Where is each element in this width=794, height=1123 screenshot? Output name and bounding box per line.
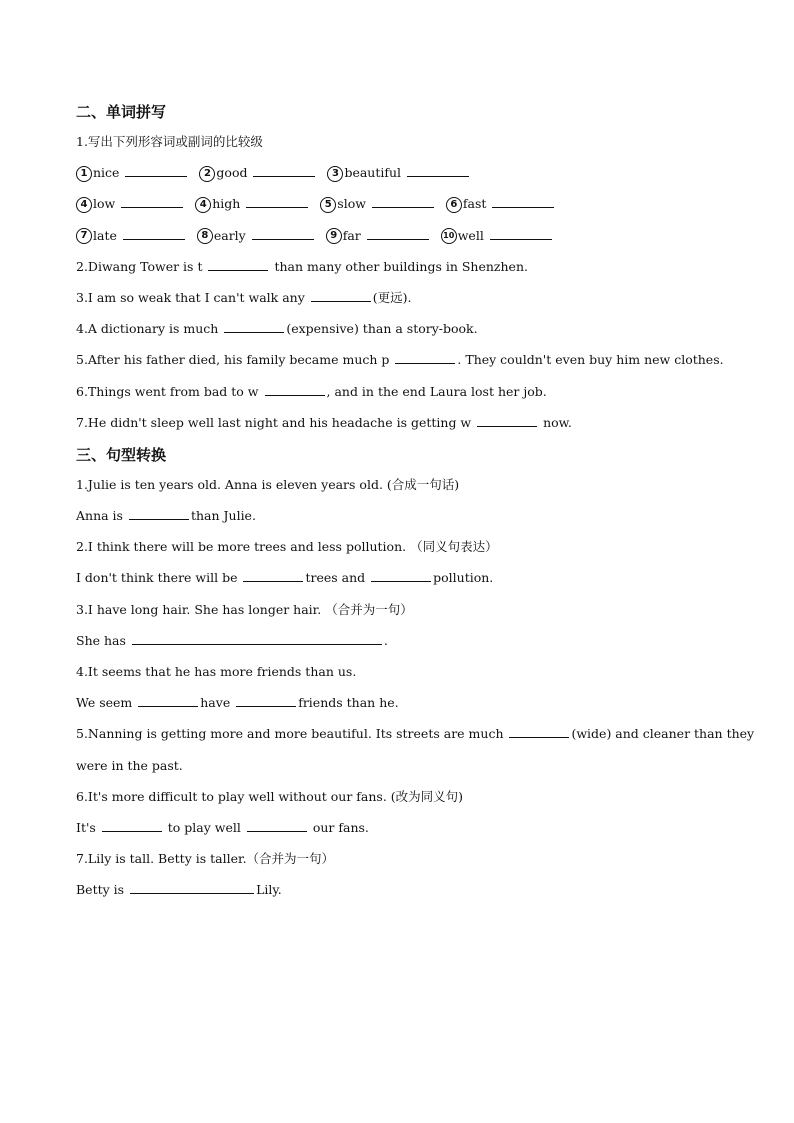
number-badge: 3 (327, 166, 343, 182)
word-text: late (93, 227, 117, 243)
answer-blank[interactable] (252, 225, 314, 240)
answer-blank[interactable] (125, 162, 187, 177)
question-text: We seem (76, 695, 133, 711)
number-badge: 5 (320, 197, 336, 213)
question-text: to play well (167, 819, 241, 835)
question-2 (76, 256, 716, 287)
answer-blank[interactable] (509, 723, 569, 738)
transform-1-prompt: 1.Julie is ten years old. Anna is eleven years old. (合成一句话) (76, 476, 460, 492)
question-text: (更远). (372, 289, 412, 305)
worksheet-page (76, 100, 755, 911)
word-item (326, 225, 431, 247)
question-text: friends than he. (298, 695, 399, 711)
answer-blank[interactable] (208, 256, 268, 271)
question-text: have (200, 695, 231, 711)
transform-4-prompt: 4.It seems that he has more friends than us. (76, 664, 357, 679)
question-text: trees and (305, 570, 366, 586)
answer-blank[interactable] (132, 630, 382, 645)
question-text: 7.He didn't sleep well last night and his headache is getting w (76, 414, 472, 430)
answer-blank[interactable] (246, 193, 308, 208)
answer-blank[interactable] (367, 225, 429, 240)
question-6 (76, 381, 716, 412)
question-text: 3.I am so weak that I can't walk any (76, 289, 305, 305)
question-text: 2.Diwang Tower is t (76, 258, 203, 274)
question-4 (76, 318, 716, 349)
number-badge: 4 (76, 197, 92, 213)
word-item (76, 193, 185, 215)
answer-blank[interactable] (224, 318, 284, 333)
number-badge: 10 (441, 228, 457, 244)
answer-blank[interactable] (265, 381, 325, 396)
question-text: 5.Nanning is getting more and more beautiful. Its streets are much (76, 726, 504, 742)
question-text: . They couldn't even buy him new clothes. (457, 352, 724, 368)
word-row-1 (76, 162, 716, 193)
question-7 (76, 412, 716, 443)
question-text: It's (76, 819, 96, 835)
question-text: than Julie. (190, 508, 256, 524)
transform-1-answer (76, 505, 716, 536)
answer-blank[interactable] (121, 193, 183, 208)
question-text: pollution. (433, 570, 494, 586)
number-badge: 9 (326, 228, 342, 244)
transform-7-prompt: 7.Lily is tall. Betty is taller.（合并为一句） (76, 851, 335, 867)
word-item (199, 162, 317, 184)
answer-blank[interactable] (236, 692, 296, 707)
word-text: low (93, 196, 116, 212)
transform-3-answer (76, 630, 716, 661)
question-5 (76, 349, 724, 380)
answer-blank[interactable] (102, 817, 162, 832)
word-item (195, 193, 310, 215)
transform-6-prompt: 6.It's more difficult to play well without our fans. (改为同义句) (76, 788, 464, 804)
transform-6-answer (76, 817, 716, 848)
question-text: (wide) and cleaner than they (571, 726, 755, 742)
word-item (441, 225, 554, 247)
question-text: I don't think there will be (76, 570, 238, 586)
word-item (197, 225, 316, 247)
section-heading-spelling: 二、单词拼写 (76, 103, 167, 121)
answer-blank[interactable] (247, 817, 307, 832)
question-text: 5.After his father died, his family became much p (76, 352, 390, 368)
answer-blank[interactable] (130, 879, 254, 894)
word-text: nice (93, 165, 120, 181)
question-text: 4.A dictionary is much (76, 321, 219, 337)
number-badge: 1 (76, 166, 92, 182)
question-text: our fans. (312, 819, 369, 835)
question-text: She has (76, 632, 126, 648)
number-badge: 2 (199, 166, 215, 182)
question-text: . (383, 632, 388, 648)
answer-blank[interactable] (407, 162, 469, 177)
answer-blank[interactable] (129, 505, 189, 520)
section-heading-transform: 三、句型转换 (76, 445, 167, 464)
answer-blank[interactable] (371, 567, 431, 582)
transform-2-answer (76, 567, 716, 598)
question-text: Anna is (76, 508, 123, 524)
number-badge: 6 (446, 197, 462, 213)
word-text: far (342, 227, 361, 243)
answer-blank[interactable] (395, 349, 455, 364)
word-text: fast (462, 196, 487, 212)
answer-blank[interactable] (123, 225, 185, 240)
word-text: high (212, 196, 241, 212)
number-badge: 8 (197, 228, 213, 244)
transform-2-prompt: 2.I think there will be more trees and less pollution. （同义句表达） (76, 539, 498, 555)
word-item (446, 193, 557, 215)
question-text: than many other buildings in Shenzhen. (274, 258, 528, 274)
question-text: (expensive) than a story-book. (286, 321, 478, 337)
word-text: well (457, 227, 484, 243)
question-text: 6.Things went from bad to w (76, 383, 259, 399)
question-text: , and in the end Laura lost her job. (326, 383, 547, 399)
answer-blank[interactable] (492, 193, 554, 208)
word-item (320, 193, 436, 215)
answer-blank[interactable] (253, 162, 315, 177)
word-text: early (213, 227, 246, 243)
transform-3-prompt: 3.I have long hair. She has longer hair. （合并为一句） (76, 601, 413, 617)
transform-4-answer (76, 692, 716, 723)
answer-blank[interactable] (243, 567, 303, 582)
number-badge: 4 (195, 197, 211, 213)
word-text: good (216, 165, 248, 181)
answer-blank[interactable] (372, 193, 434, 208)
question-3 (76, 287, 716, 318)
word-item (327, 162, 471, 184)
answer-blank[interactable] (138, 692, 198, 707)
transform-5-continuation: were in the past. (76, 757, 183, 773)
transform-7-answer (76, 879, 716, 910)
question-text: Lily. (256, 882, 282, 898)
word-item (76, 162, 189, 184)
answer-blank[interactable] (311, 287, 371, 302)
question-text: Betty is (76, 882, 125, 898)
word-text: beautiful (344, 165, 402, 181)
q1-prompt: 1.写出下列形容词或副词的比较级 (76, 134, 263, 149)
word-item (76, 225, 187, 247)
number-badge: 7 (76, 228, 92, 244)
answer-blank[interactable] (490, 225, 552, 240)
question-text: now. (543, 414, 572, 430)
answer-blank[interactable] (477, 412, 537, 427)
word-row-3 (76, 225, 716, 256)
word-row-2 (76, 193, 716, 224)
transform-5-prompt (76, 723, 755, 754)
word-text: slow (337, 196, 366, 212)
